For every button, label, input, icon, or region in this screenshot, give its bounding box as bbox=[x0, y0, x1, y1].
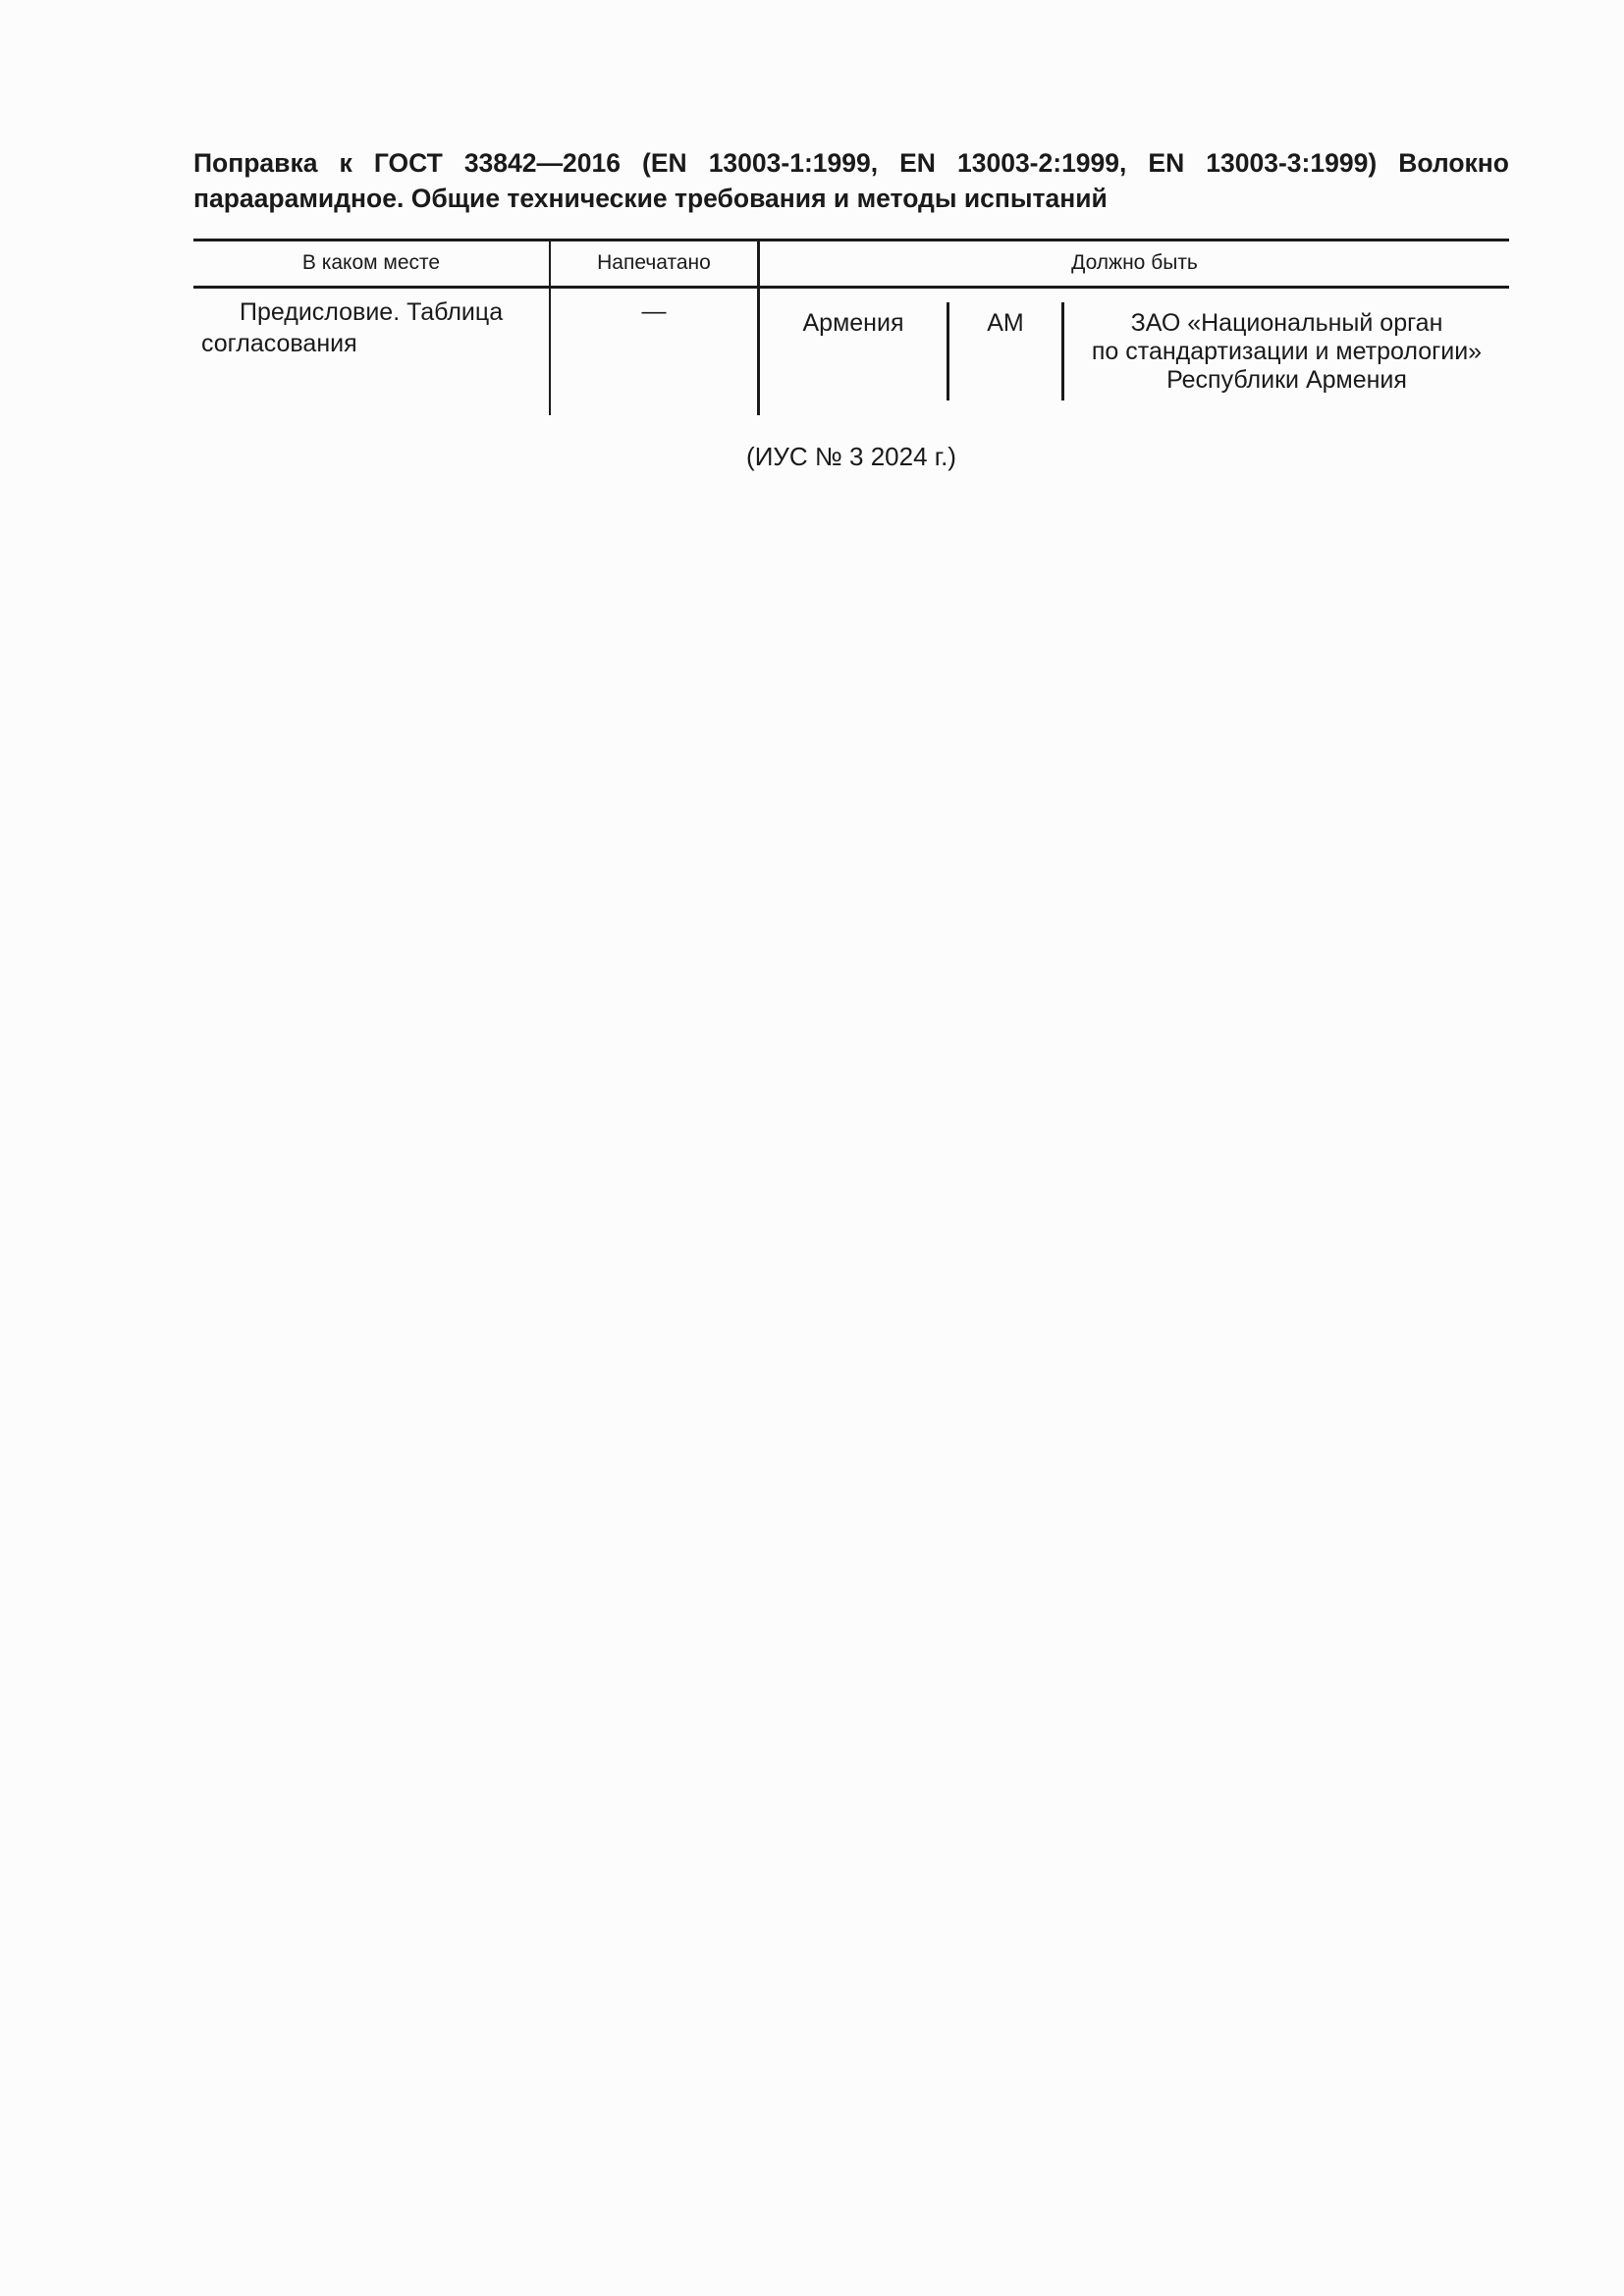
header-should-be: Должно быть bbox=[1071, 251, 1198, 274]
cell-location-line1: Предисловие. Таблица bbox=[240, 298, 504, 326]
page-title: Поправка к ГОСТ 33842—2016 (EN 13003-1:1999, EN 13003-2:1999, EN 13003-3:1999) Волокно параарамидное. Общие технические требования и методы испытаний bbox=[193, 148, 1509, 213]
cell-country-code: AM bbox=[987, 309, 1024, 337]
header-location: В каком месте bbox=[301, 251, 441, 274]
cell-country: Армения bbox=[802, 309, 904, 337]
cell-standards-body-line3: Республики Армения bbox=[1166, 366, 1407, 394]
cell-standards-body-line1: ЗАО «Национальный орган bbox=[1130, 309, 1443, 337]
header-printed: Напечатано bbox=[597, 251, 711, 274]
cell-printed: — bbox=[641, 297, 667, 325]
table-top-rule bbox=[193, 239, 1509, 241]
correction-table bbox=[193, 239, 1509, 415]
cell-standards-body-line2: по стандартизации и метрологии» bbox=[1091, 338, 1483, 365]
table-header-rule bbox=[193, 286, 1509, 289]
cell-location-line2: согласования bbox=[201, 330, 357, 357]
publication-reference: (ИУС № 3 2024 г.) bbox=[746, 442, 956, 471]
